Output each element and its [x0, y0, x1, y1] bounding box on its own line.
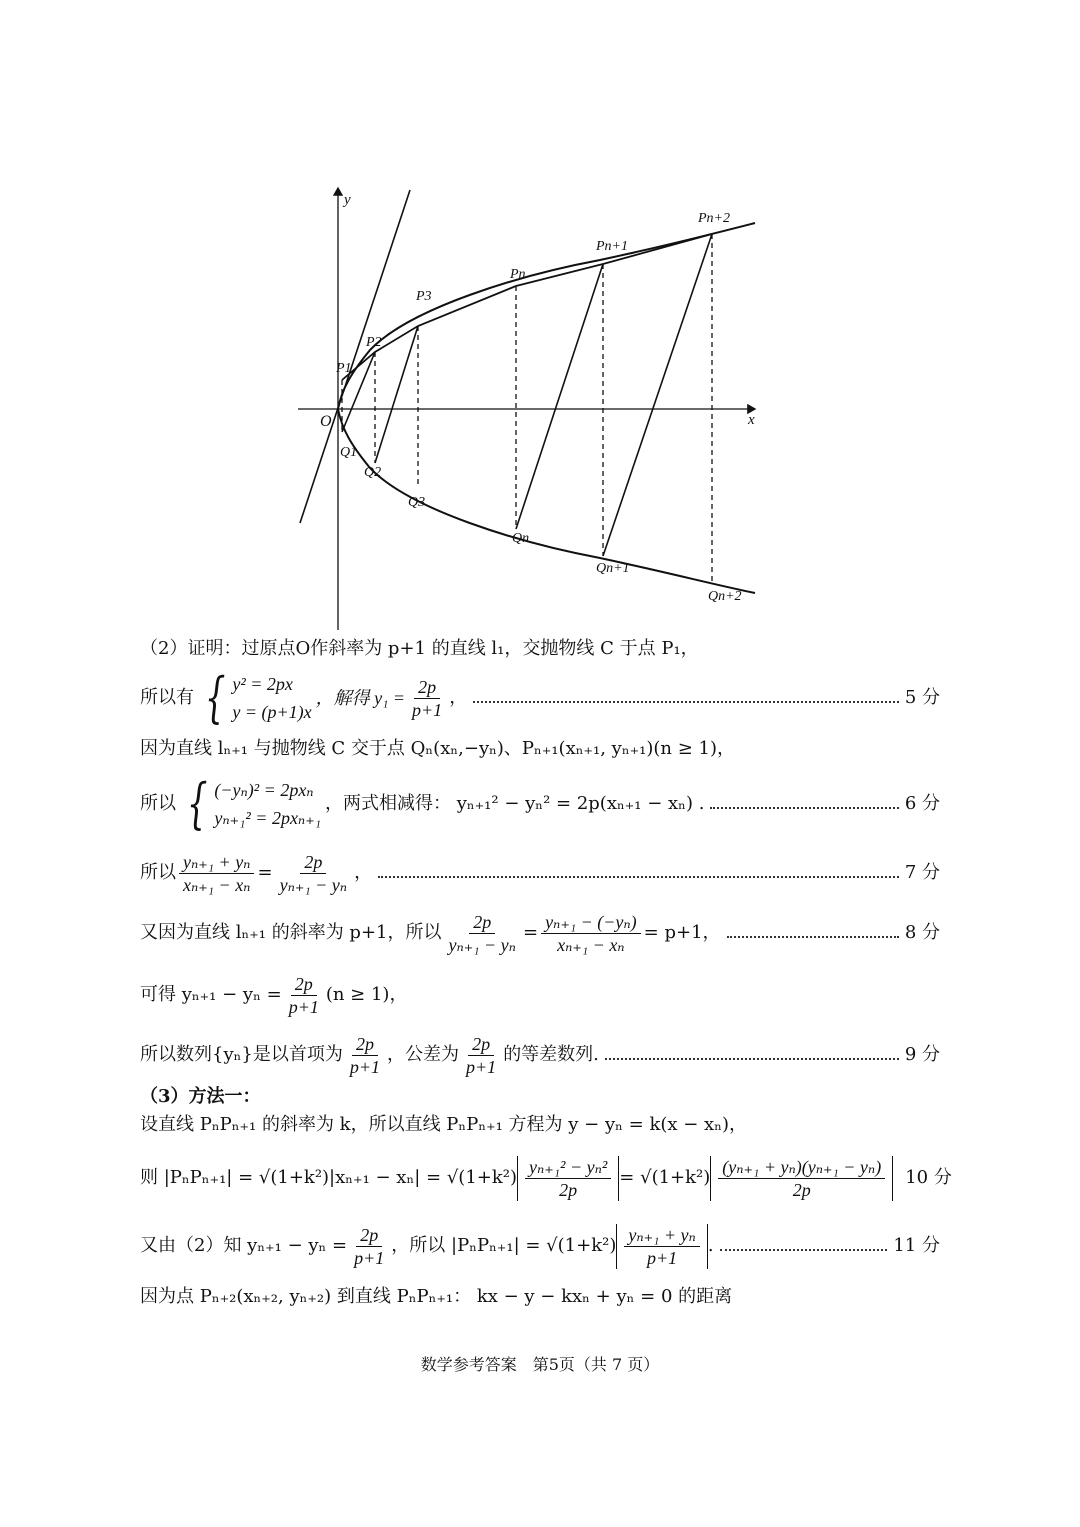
system-1-eq2: y = (p+1)x [232, 702, 312, 722]
line-1-text: （2）证明：过原点O作斜率为 p+1 的直线 l₁，交抛物线 C 于点 P₁， [140, 638, 699, 659]
line-9 [140, 1084, 940, 1110]
line-10 [140, 1112, 940, 1138]
frac-12a [350, 1224, 388, 1269]
frac-11a [525, 1156, 611, 1201]
score-9: 9 分 [904, 1044, 940, 1065]
line-8-text: 所以数列{yₙ}是以首项为 [140, 1044, 343, 1065]
leader-dots [720, 1249, 888, 1251]
frac-11a-den: 2p [559, 1179, 578, 1200]
frac-7-den: p+1 [288, 996, 319, 1017]
frac-11b [718, 1156, 885, 1201]
line-8-tail: 的等差数列. [503, 1044, 599, 1065]
y-axis-label: y [344, 192, 351, 208]
leader-dots [473, 701, 899, 703]
line-6-tail: = p+1， [643, 922, 721, 943]
line-12-mid: ，所以 |PₙPₙ₊₁| = √(1+k²) [391, 1235, 617, 1256]
frac-12b [624, 1224, 699, 1269]
frac-8b [462, 1033, 500, 1078]
abs-11b [710, 1156, 893, 1201]
frac-5a-den: xₙ₊₁ − xₙ [183, 874, 251, 895]
frac-5a [179, 851, 254, 896]
leader-dots [378, 876, 899, 878]
leader-dots [605, 1058, 899, 1060]
frac-12b-den: p+1 [647, 1247, 678, 1268]
line-3 [140, 736, 940, 762]
frac-8b-num: 2p [468, 1033, 494, 1056]
line-13-text: 因为点 Pₙ₊₂(xₙ₊₂, yₙ₊₂) 到直线 PₙPₙ₊₁： kx − y − kxₙ + yₙ = 0 的距离 [140, 1286, 733, 1307]
line-6 [140, 910, 940, 956]
frac-5b [276, 851, 351, 896]
line-12 [140, 1222, 940, 1270]
line-12-tail: . [707, 1235, 714, 1256]
score-10: 10 分 [905, 1167, 952, 1188]
line-2 [140, 666, 940, 729]
frac-7-num: 2p [291, 973, 317, 996]
label-Q2: Q2 [364, 465, 382, 480]
frac-6b-den: xₙ₊₁ − xₙ [557, 934, 625, 955]
line-4 [140, 772, 940, 835]
system-2-eq2: yₙ₊₁² = 2pxₙ₊₁ [214, 808, 321, 828]
frac-6b [541, 911, 641, 956]
label-Pn2: Pn+2 [698, 211, 730, 226]
line-2-tail: ， [449, 687, 468, 708]
line-7 [140, 972, 940, 1018]
frac-11b-num: (yₙ₊₁ + yₙ)(yₙ₊₁ − yₙ) [718, 1156, 885, 1179]
line-6-text: 又因为直线 lₙ₊₁ 的斜率为 p+1，所以 [140, 922, 442, 943]
frac-12a-den: p+1 [354, 1247, 385, 1268]
frac-y1-den: p+1 [412, 699, 443, 720]
frac-8a [346, 1033, 384, 1078]
frac-y1-num: 2p [414, 676, 440, 699]
line-5-mid: = [257, 862, 273, 883]
frac-11b-den: 2p [792, 1179, 811, 1200]
parabola-figure [290, 180, 770, 630]
line-4-after: ，两式相减得： yₙ₊₁² − yₙ² = 2p(xₙ₊₁ − xₙ) . [325, 793, 705, 814]
page-footer: 数学参考答案 第5页（共 7 页） [420, 1355, 660, 1374]
frac-5a-num: yₙ₊₁ + yₙ [179, 851, 254, 874]
line-7-text: 可得 yₙ₊₁ − yₙ = [140, 984, 282, 1005]
line-2-text: 所以有 [140, 687, 194, 708]
origin-label: O [320, 413, 332, 430]
line-11-mid: = √(1+k²) [619, 1167, 711, 1188]
label-Qn2: Qn+2 [708, 589, 742, 604]
label-Qn: Qn [512, 531, 530, 546]
score-5: 5 分 [904, 687, 940, 708]
label-Pn: Pn [510, 267, 526, 282]
system-2: { (−yₙ)² = 2pxₙ yₙ₊₁² = 2pxₙ₊₁ [186, 772, 321, 835]
frac-7 [285, 973, 323, 1018]
frac-6a [444, 911, 519, 956]
line-3-text: 因为直线 lₙ₊₁ 与抛物线 C 交于点 Qₙ(xₙ,−yₙ)、Pₙ₊₁(xₙ₊₁, yₙ₊₁)(n ≥ 1)， [140, 738, 735, 759]
line-11-text: 则 |PₙPₙ₊₁| = √(1+k²)|xₙ₊₁ − xₙ| = √(1+k²) [140, 1167, 518, 1188]
leader-dots [710, 807, 898, 809]
line-6-mid: = [522, 922, 539, 943]
line-7-tail: (n ≥ 1)， [325, 984, 408, 1005]
chord-chain [342, 234, 712, 380]
label-Q1: Q1 [340, 445, 358, 460]
label-Q3: Q3 [408, 495, 426, 510]
frac-8a-num: 2p [352, 1033, 378, 1056]
system-1: { y² = 2px y = (p+1)x [204, 666, 312, 729]
line-8 [140, 1032, 940, 1078]
score-6: 6 分 [904, 793, 940, 814]
line-11 [140, 1154, 952, 1202]
line-2-after: ，解得 y₁ = [315, 688, 406, 708]
frac-6a-den: yₙ₊₁ − yₙ [448, 934, 516, 955]
score-11: 11 分 [893, 1235, 940, 1256]
frac-y1 [408, 676, 446, 721]
frac-12a-num: 2p [356, 1224, 382, 1247]
line-Qn1Pn2 [603, 234, 712, 556]
line-8-mid: ，公差为 [387, 1044, 460, 1065]
x-axis-label: x [748, 412, 755, 428]
line-5 [140, 850, 940, 896]
line-4-text: 所以 [140, 793, 176, 814]
label-Pn1: Pn+1 [596, 239, 628, 254]
frac-11a-num: yₙ₊₁² − yₙ² [525, 1156, 611, 1179]
frac-8b-den: p+1 [466, 1056, 497, 1077]
line-13 [140, 1284, 940, 1310]
line-1 [140, 636, 940, 662]
frac-5b-den: yₙ₊₁ − yₙ [279, 874, 348, 895]
frac-6a-num: 2p [469, 911, 495, 934]
frac-5b-num: 2p [300, 851, 326, 874]
label-P1: P1 [336, 361, 352, 376]
leader-dots [727, 936, 899, 938]
line-10-text: 设直线 PₙPₙ₊₁ 的斜率为 k，所以直线 PₙPₙ₊₁ 方程为 y − yₙ = k(x − xₙ)， [140, 1114, 748, 1135]
frac-6b-num: yₙ₊₁ − (−yₙ) [541, 911, 641, 934]
line-l1 [300, 190, 410, 523]
line-5-tail: ， [354, 862, 373, 883]
system-1-eq1: y² = 2px [232, 674, 293, 694]
line-QnPn1 [516, 264, 603, 529]
frac-12b-num: yₙ₊₁ + yₙ [624, 1224, 699, 1247]
score-7: 7 分 [904, 862, 940, 883]
abs-11a [517, 1156, 619, 1201]
label-P2: P2 [366, 335, 382, 350]
label-P3: P3 [416, 289, 432, 304]
system-2-eq1: (−yₙ)² = 2pxₙ [214, 780, 314, 800]
score-8: 8 分 [904, 922, 940, 943]
abs-12 [616, 1224, 707, 1269]
label-Qn1: Qn+1 [596, 561, 630, 576]
section-3-heading: （3）方法一： [140, 1086, 261, 1107]
line-12-text: 又由（2）知 yₙ₊₁ − yₙ = [140, 1235, 348, 1256]
line-5-text: 所以 [140, 862, 176, 883]
frac-8a-den: p+1 [349, 1056, 381, 1077]
